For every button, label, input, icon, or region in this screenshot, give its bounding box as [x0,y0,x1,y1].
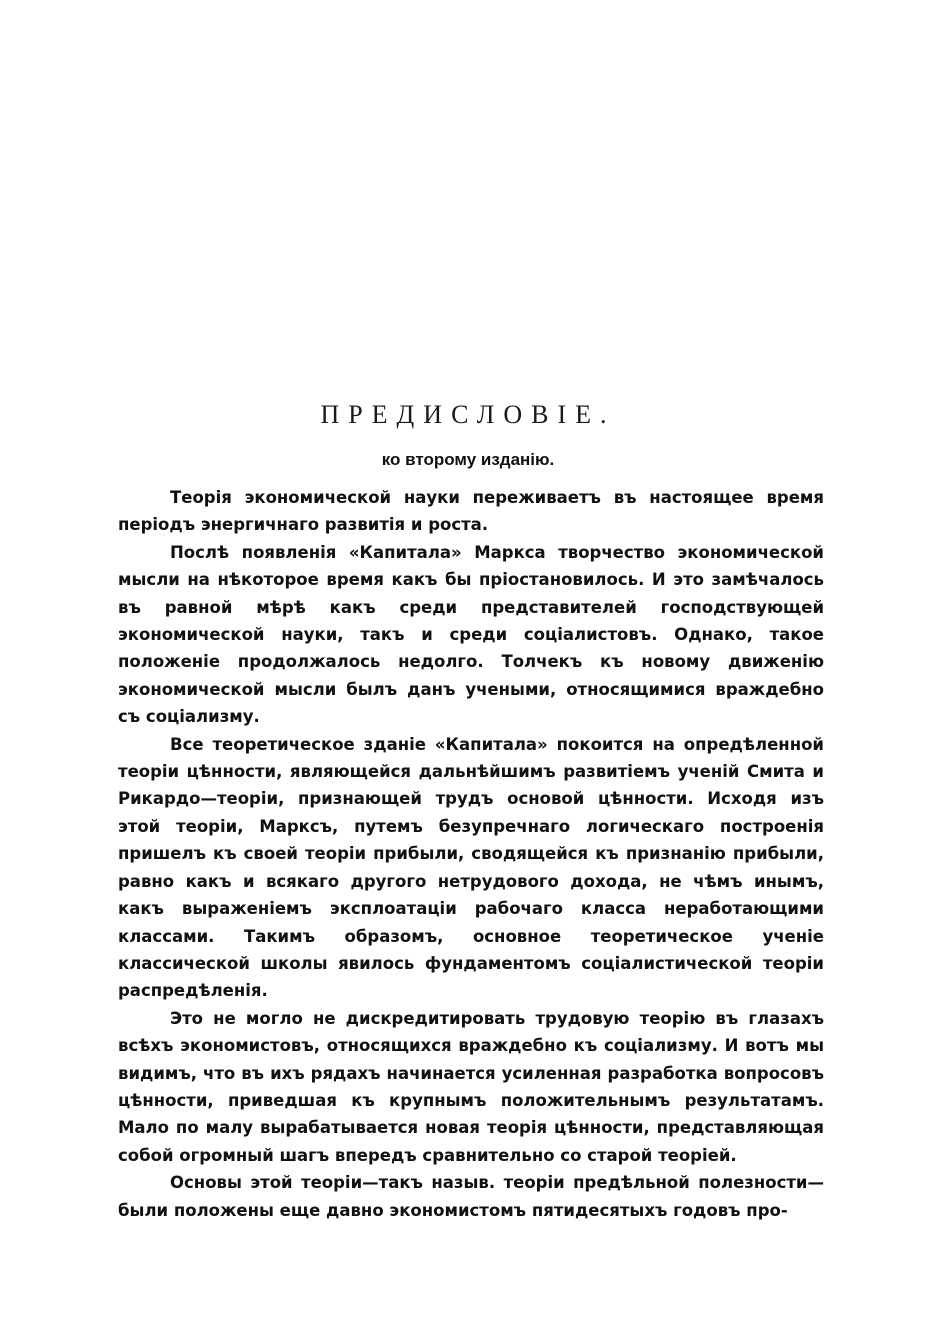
page-title: ПРЕДИСЛОВIЕ. [320,400,616,429]
body-text [118,484,824,1224]
page-subtitle: ко второму изданiю. [381,450,555,469]
paragraph-1: Теорiя экономической науки переживаетъ въ настоящее время перiодъ энергичнаго развитiя и роста. [118,488,824,535]
paragraph-3: Все теоретическое зданiе «Капитала» покоится на опредѣленной теорiи цѣнности, являющейся дальнѣйшимъ развитiемъ ученiй Смита и Рикардо—теорiи, признающей трудъ основой цѣнности. Исходя изъ этой теорiи, Марксъ, путемъ безупречнаго логическаго построенiя пришелъ къ своей теорiи прибыли, сводящейся къ признанiю прибыли, равно какъ и всякаго другого нетрудового дохода, не чѣмъ инымъ, какъ выраженiемъ эксплоатацiи рабочаго класса неработающими классами. Такимъ образомъ, основное теоретическое ученiе классической школы явилось фундаментомъ соцiалистической теорiи распредѣленiя. [118,734,824,1001]
paragraph-2: Послѣ появленiя «Капитала» Маркса творчество экономической мысли на нѣкоторое время какъ бы прiостановилось. И это замѣчалось въ равной мѣрѣ какъ среди представителей господствующей экономической науки, такъ и среди соцiалистовъ. Однако, такое положенiе продолжалось недолго. Толчекъ къ новому движенiю экономической мысли былъ данъ учеными, относящимися враждебно съ соцiализму. [118,542,824,727]
paragraph-4: Это не могло не дискредитировать трудовую теорiю въ глазахъ всѣхъ экономистовъ, относящихся враждебно къ соцiализму. И вотъ мы видимъ, что въ ихъ рядахъ начинается усиленная разработка вопросовъ цѣнности, приведшая къ крупнымъ положительнымъ результатамъ. Мало по малу вырабатывается новая теорiя цѣнности, представляющая собой огромный шагъ впередъ сравнительно со старой теорiей. [118,1008,824,1165]
paragraph-5: Основы этой теорiи—такъ назыв. теорiи предѣльной полезности—были положены еще давно экономистомъ пятидесятыхъ годовъ про- [118,1173,824,1220]
